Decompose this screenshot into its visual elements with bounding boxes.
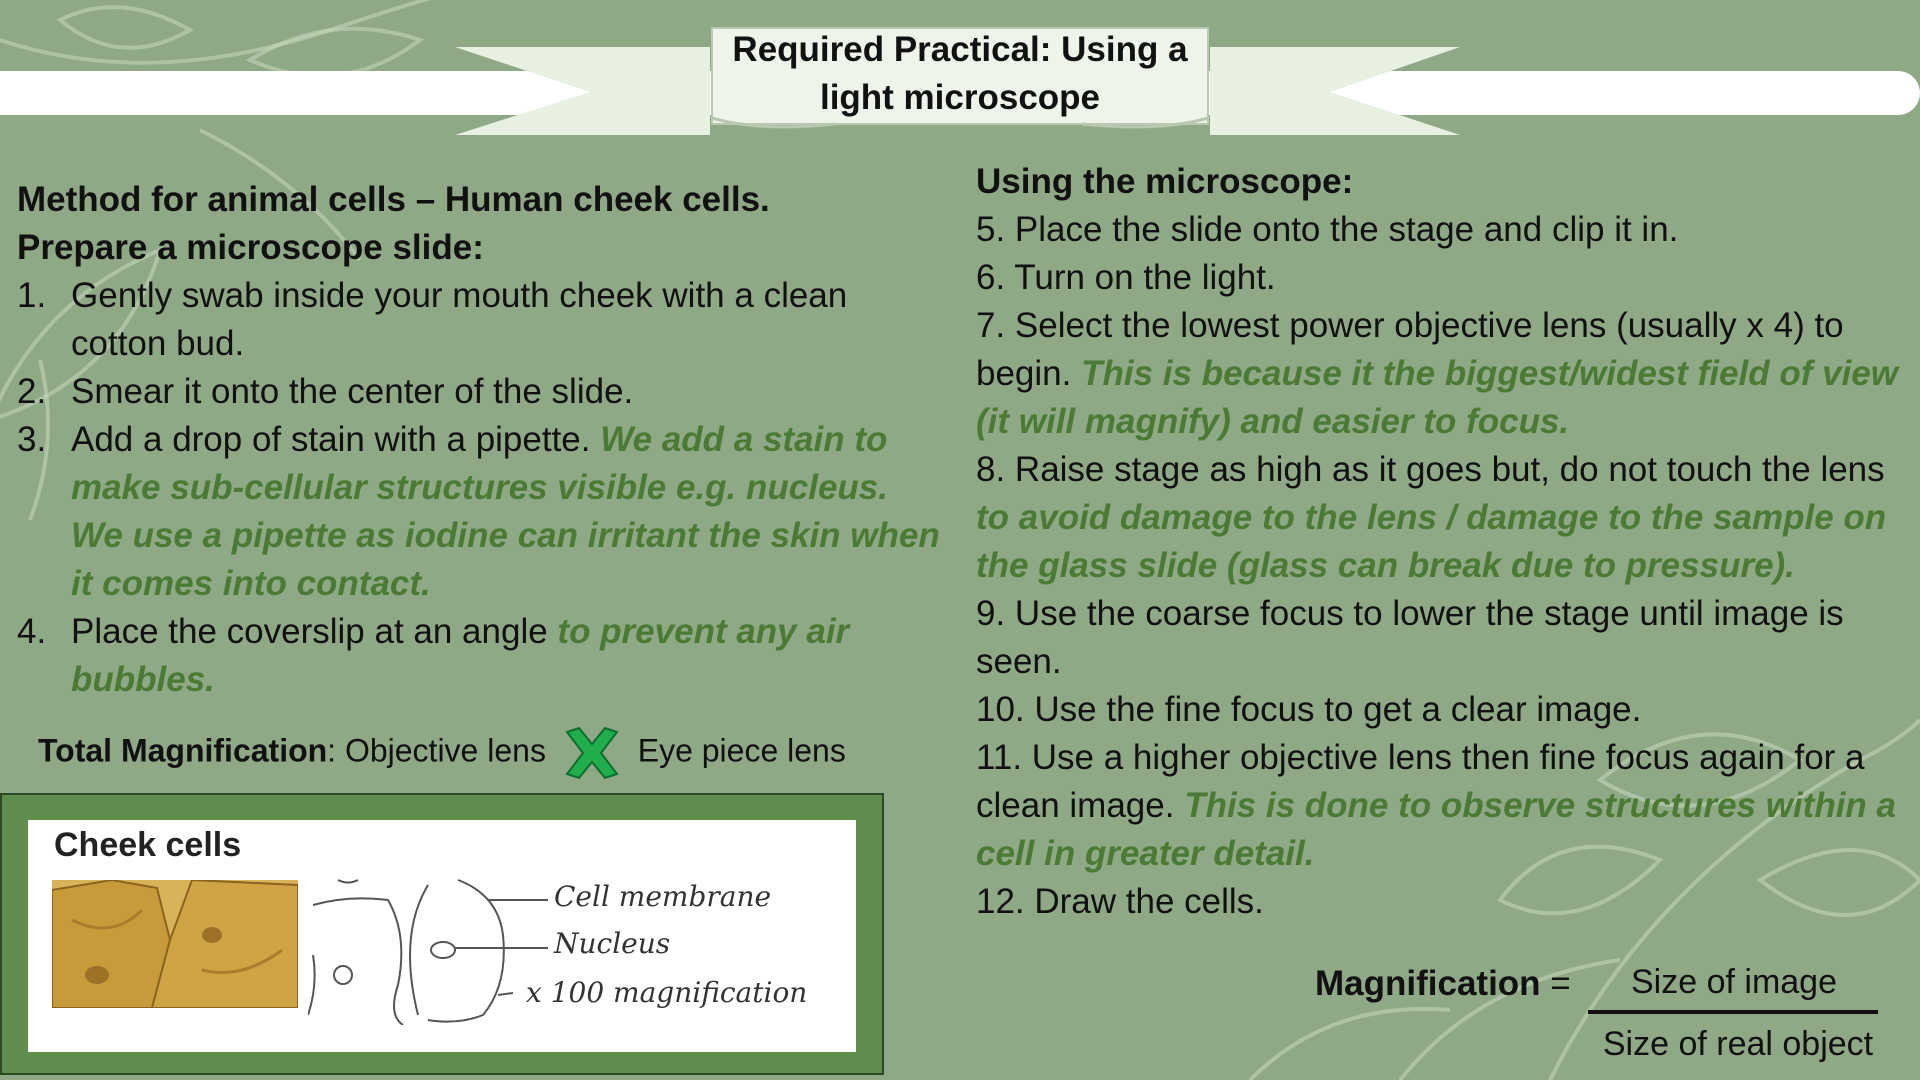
label-cell-membrane: Cell membrane <box>554 880 772 913</box>
step-number: 4. <box>17 612 47 651</box>
objective-lens-text: Objective lens <box>344 732 546 769</box>
step-note: to avoid damage to the lens / damage to the sample on the glass slide (glass can break due to pressure). <box>976 498 1887 585</box>
formula-equals: = <box>1550 964 1571 1003</box>
figure-title: Cheek cells <box>54 826 242 864</box>
list-item <box>976 446 1906 590</box>
step-note: This is done to observe structures within a cell in greater detail. <box>976 786 1896 873</box>
using-microscope-section <box>976 158 1906 926</box>
list-item <box>976 590 1906 686</box>
list-item <box>976 686 1906 734</box>
step-text: 12. Draw the cells. <box>976 882 1264 921</box>
fraction-bar <box>1588 1010 1878 1014</box>
step-text: Smear it onto the center of the slide. <box>71 372 634 411</box>
eyepiece-lens-text: Eye piece lens <box>637 732 846 769</box>
step-number: 3. <box>17 420 47 459</box>
step-note: We add a stain to make sub-cellular structures visible e.g. nucleus. We use a pipette as iodine can irritant the skin when it comes into contact. <box>71 420 940 603</box>
green-cross-icon <box>563 726 621 780</box>
list-item <box>17 272 947 368</box>
formula-label: Magnification <box>1315 964 1541 1003</box>
total-magnification <box>38 726 846 780</box>
list-item <box>17 416 947 608</box>
formula-denominator: Size of real object <box>1602 1025 1874 1063</box>
step-text: 11. Use a higher objective lens then fine focus again for a clean image. <box>976 738 1865 825</box>
list-item <box>17 608 947 704</box>
list-item <box>976 878 1906 926</box>
formula-numerator: Size of image <box>1631 963 1837 1001</box>
total-mag-colon: : <box>327 732 337 769</box>
figure-card <box>28 820 856 1052</box>
step-text: Gently swab inside your mouth cheek with a clean cotton bud. <box>71 276 848 363</box>
total-mag-label: Total Magnification <box>38 732 328 769</box>
method-section <box>17 176 947 704</box>
list-item <box>976 302 1906 446</box>
step-number: 1. <box>17 276 47 315</box>
list-item <box>976 734 1906 878</box>
magnification-formula <box>1315 960 1571 1008</box>
cheek-cells-figure <box>0 793 884 1075</box>
step-text: Add a drop of stain with a pipette. <box>71 420 591 459</box>
step-text: 6. Turn on the light. <box>976 258 1276 297</box>
using-heading: Using the microscope: <box>976 162 1354 201</box>
prepare-heading: Prepare a microscope slide: <box>17 228 484 267</box>
step-text: 8. Raise stage as high as it goes but, do not touch the lens <box>976 450 1885 489</box>
step-text: 10. Use the fine focus to get a clear image. <box>976 690 1642 729</box>
list-item <box>976 254 1906 302</box>
list-item <box>976 206 1906 254</box>
page-title: Required Practical: Using a light microscope <box>732 30 1188 117</box>
list-item <box>17 368 947 416</box>
step-number: 2. <box>17 372 47 411</box>
cheek-cells-photo <box>52 880 298 1008</box>
step-text: Place the coverslip at an angle <box>71 612 548 651</box>
step-note: This is because it the biggest/widest field of view (it will magnify) and easier to focus. <box>976 354 1898 441</box>
step-text: 5. Place the slide onto the stage and clip it in. <box>976 210 1679 249</box>
step-text: 9. Use the coarse focus to lower the stage until image is seen. <box>976 594 1844 681</box>
step-note: to prevent any air bubbles. <box>71 612 850 699</box>
step-text: 7. Select the lowest power objective lens (usually x 4) to begin. <box>976 306 1844 393</box>
label-nucleus: Nucleus <box>554 927 671 960</box>
label-magnification: x 100 magnification <box>526 976 808 1009</box>
method-heading: Method for animal cells – Human cheek cells. <box>17 180 770 219</box>
